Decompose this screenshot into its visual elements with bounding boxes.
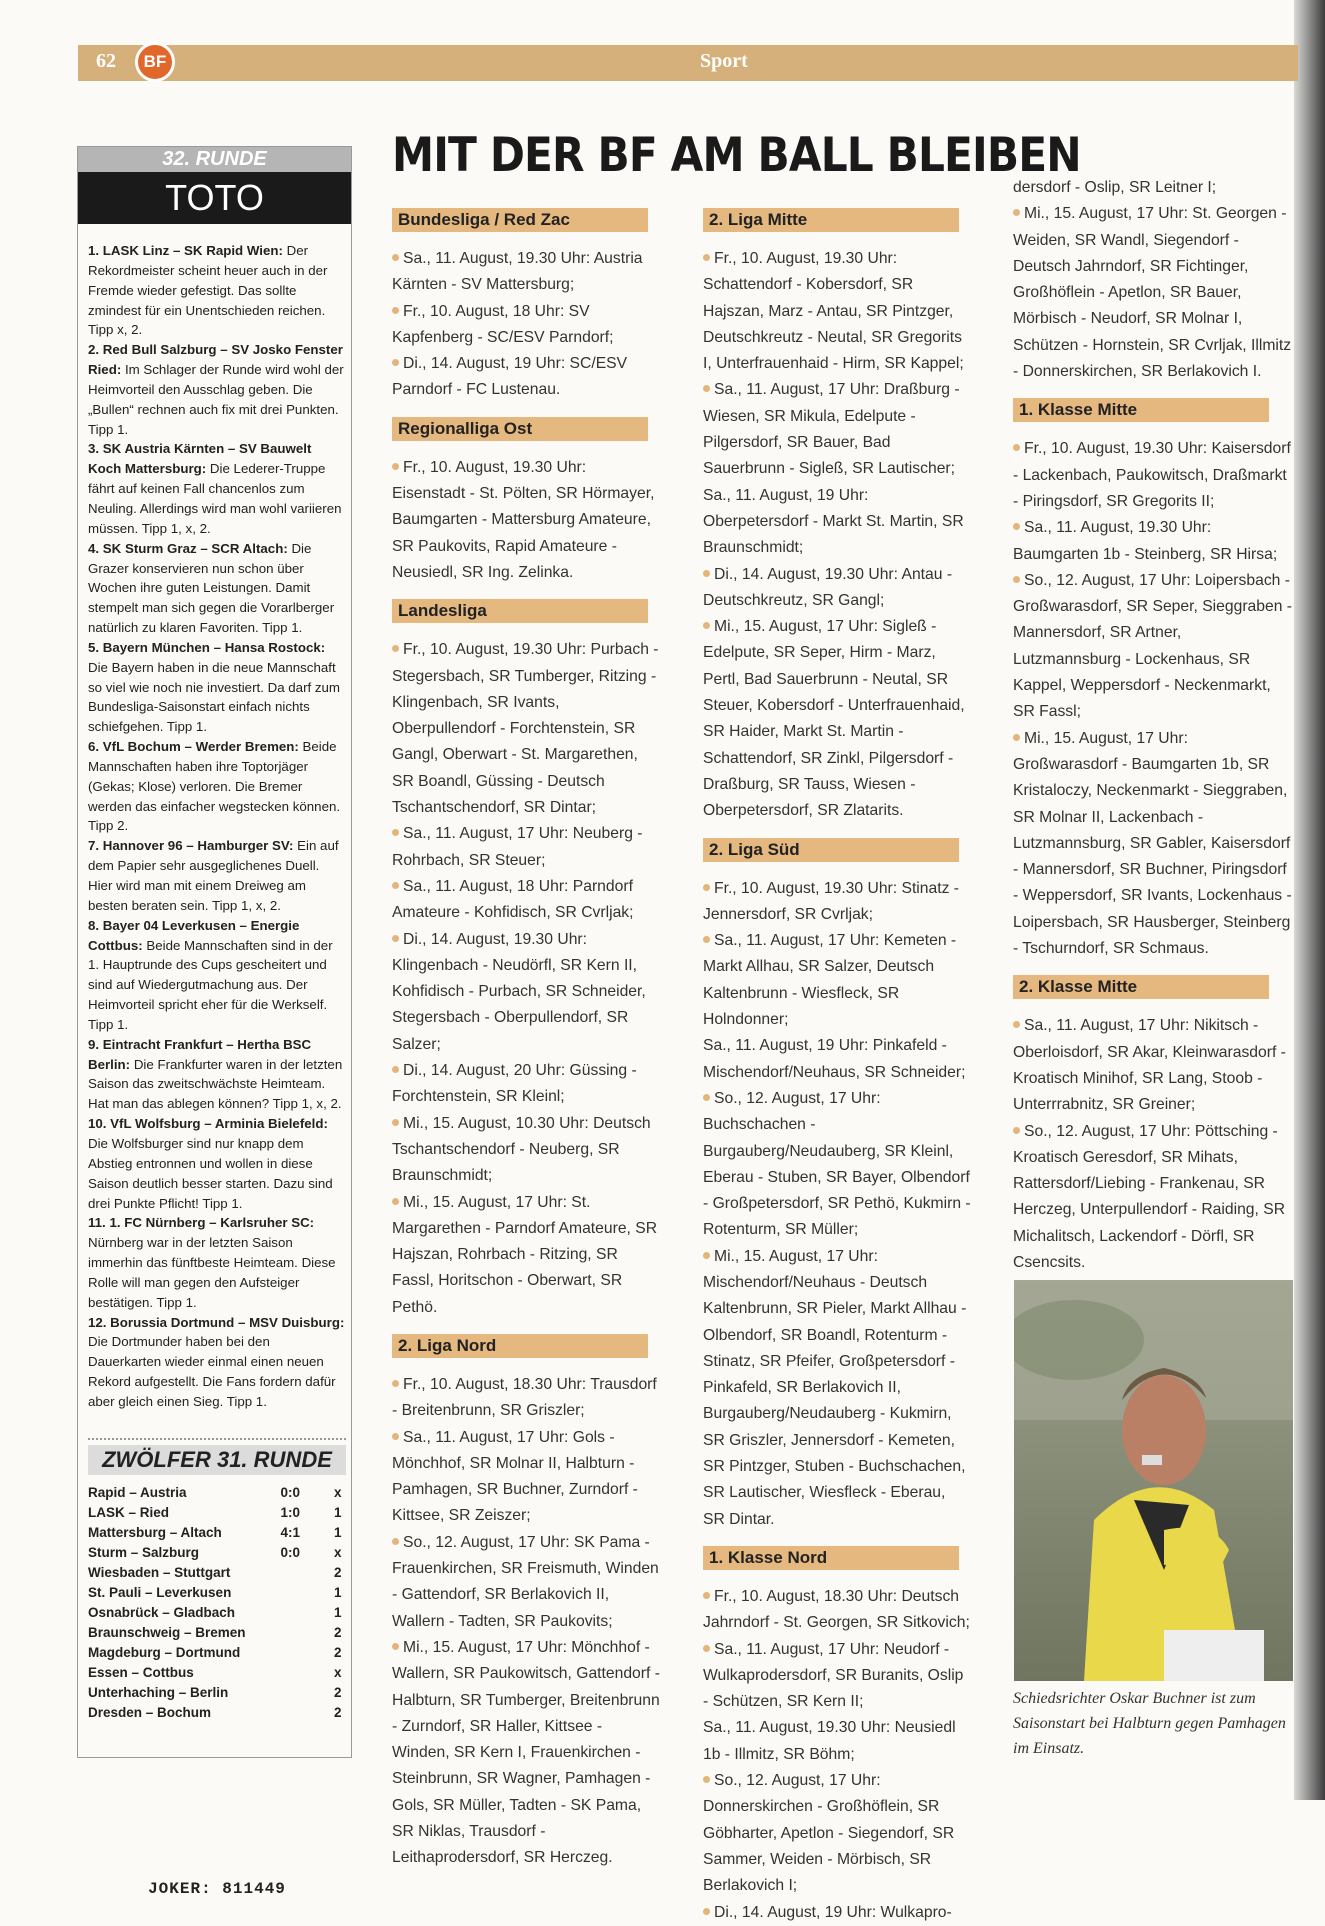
result-row [88,1543,346,1563]
toto-title: TOTO [78,172,351,224]
toto-match-heading: 2. Red Bull Salzburg – SV Josko Fenster Ried: [88,342,343,378]
toto-tip-text: Die Wolfsburger sind nur knapp dem Abstieg entronnen und wollen in diese Saison deutlich besser starten. Dazu sind drei Punkte Pflicht! Tipp 1. [88,1135,333,1211]
fixture-text: So., 12. August, 17 Uhr: SK Pama - Frauenkirchen, SR Freismuth, Winden - Gattendorf, SR Berlakovich II, Wallern - Tadten, SR Paukovits; [392,1533,659,1630]
result-tip: 1 [334,1525,342,1540]
toto-match-heading: 6. VfL Bochum – Werder Bremen: [88,739,299,755]
result-row [88,1683,346,1703]
result-score: 0:0 [280,1545,300,1560]
toto-tip-text: Die Grazer konservieren nun schon über Wochen ihre guten Leistungen. Damit stempelt man sich gegen die Vorarlberger natürlich zu klaren Favoriten. Tipp 1. [88,540,335,636]
result-match: Braunschweig – Bremen [88,1625,246,1640]
result-tip: x [334,1665,342,1680]
fixture-text: Mi., 15. August, 17 Uhr: Sigleß - Edelpute, SR Seper, Hirm - Marz, Pertl, Bad Sauerbrunn - Neutal, SR Steuer, Kobersdorf - Unterfrauenhaid, SR Haider, Markt St. Martin - Schattendorf, SR Zinkl, Pilgersdorf - Draßburg, SR Tauss, Wiesen - Oberpetersdorf, SR Zlatarits. [703,618,965,820]
fixture-text: Di., 14. August, 19.30 Uhr: Klingenbach - Neudörfl, SR Kern II, Kohfidisch - Purbach, SR Schneider, Stegersbach - Oberpullendorf, SR Salzer; [392,930,646,1053]
result-match: St. Pauli – Leverkusen [88,1585,232,1600]
toto-tip-text: Beide Mannschaften haben ihre Toptorjäger (Gekas; Klose) verloren. Die Bremer werden das einfacher wegstecken können. Tipp 2. [88,739,341,834]
fixture-entry [392,874,660,927]
league-heading: 1. Klasse Mitte [1013,398,1269,422]
bullet-icon [1013,576,1020,583]
league-heading: Regionalliga Ost [392,417,648,441]
fixture-text: Sa., 11. August, 18 Uhr: Parndorf Amateure - Kohfidisch, SR Cvrljak; [392,877,634,922]
fixture-text: Sa., 11. August, 19 Uhr: Pinkafeld - Mischendorf/Neuhaus, SR Schneider; [703,1037,966,1081]
fixture-text: So., 12. August, 17 Uhr: Loipersbach - Großwarasdorf, SR Seper, Sieggraben - Mannersdorf, SR Artner, Lutzmannsburg - Lockenhaus, SR Kappel, Weppersdorf - Neckenmarkt, SR Fassl; [1013,571,1293,721]
fixture-text: So., 12. August, 17 Uhr: Donnerskirchen - Großhöflein, SR Göbharter, Apetlon - Siegendorf, SR Sammer, Weiden - Mörbisch, SR Berlakovich I; [703,1772,955,1895]
fixture-text: Sa., 11. August, 19.30 Uhr: Neusiedl 1b - Illmitz, SR Böhm; [703,1719,956,1763]
result-row [88,1563,346,1583]
result-row [88,1703,346,1723]
result-match: Magdeburg – Dortmund [88,1645,241,1660]
fixture-entry [703,1768,971,1899]
bullet-icon [1013,209,1020,216]
toto-tip-item [88,539,346,638]
toto-match-heading: 3. SK Austria Kärnten – SV Bauwelt Koch Mattersburg: [88,441,312,477]
fixture-entry [392,637,660,821]
fixture-entry [392,1190,660,1321]
fixture-entry [703,377,971,482]
fixture-entry [392,246,660,299]
toto-tip-text: Nürnberg war in der letzten Saison immerhin das fünftbeste Heimteam. Diese Rolle will man gegen den Aufsteiger bestätigen. Tipp 1. [88,1235,336,1310]
result-match: Essen – Cottbus [88,1665,194,1680]
fixture-text: Mi., 15. August, 17 Uhr: St. Margarethen - Parndorf Amateure, SR Hajszan, Rohrbach - Ritzing, SR Fassl, Horitschon - Oberwart, SR Pethö. [392,1193,658,1316]
toto-tip-item [88,1213,346,1312]
photo-caption: Schiedsrichter Oskar Buchner ist zum Saisonstart bei Halbturn gegen Pamhagen im Einsatz. [1013,1690,1286,1757]
fixture-text: Fr., 10. August, 19.30 Uhr: Stinatz - Jennersdorf, SR Cvrljak; [703,879,960,923]
bullet-icon [392,1433,399,1440]
league-heading: 2. Liga Nord [392,1334,648,1358]
fixture-text: Sa., 11. August, 17 Uhr: Neudorf - Wulkaprodersdorf, SR Buranits, Oslip - Schützen, SR Kern II; [703,1640,964,1711]
fixture-text: Sa., 11. August, 17 Uhr: Gols - Mönchhof, SR Molnar II, Halbturn - Pamhagen, SR Buchner, Zurndorf - Kittsee, SR Zeiszer; [392,1428,638,1525]
fixture-entry [703,1244,971,1533]
fixture-text: Di., 14. August, 20 Uhr: Güssing - Forchtenstein, SR Kleinl; [392,1062,637,1106]
bullet-icon [703,1252,710,1259]
zwoelfer-results [88,1483,346,1723]
toto-tip-item [88,638,346,737]
league-heading: Bundesliga / Red Zac [392,208,648,232]
league-heading: 2. Liga Süd [703,838,959,862]
fixture-text: Di., 14. August, 19.30 Uhr: Antau - Deutschkreutz, SR Gangl; [703,565,953,609]
result-tip: 2 [334,1685,342,1700]
fixture-text: Fr., 10. August, 18.30 Uhr: Trausdorf - Breitenbrunn, SR Griszler; [392,1375,657,1420]
toto-tip-text: Die Lederer-Truppe fährt auf keinen Fall chancenlos zum Neuling. Allerdings wird man wohl variieren müssen. Tipp 1, x, 2. [88,461,342,536]
bullet-icon [703,1908,710,1915]
referee-photo-illustration [1014,1280,1293,1681]
fixture-entry [1013,1119,1293,1277]
fixture-text: Sa., 11. August, 17 Uhr: Neuberg - Rohrbach, SR Steuer; [392,825,643,869]
result-row [88,1523,346,1543]
bullet-icon [392,1066,399,1073]
result-match: Osnabrück – Gladbach [88,1605,236,1620]
fixture-entry [1013,726,1293,963]
result-match: Dresden – Bochum [88,1705,212,1720]
bullet-icon [392,882,399,889]
toto-tip-text: Ein auf dem Papier sehr ausgeglichenes Duell. Hier wird man mit einem Dreiweg am besten beraten sein. Tipp 1, x, 2. [88,838,339,913]
bullet-icon [1013,734,1020,741]
toto-match-heading: 4. SK Sturm Graz – SCR Altach: [88,540,288,556]
bullet-icon [392,1643,399,1650]
bullet-icon [392,307,399,314]
bullet-icon [703,884,710,891]
fixture-text: Mi., 15. August, 17 Uhr: Großwarasdorf - Baumgarten 1b, SR Kristaloczy, Neckenmarkt - Sieggraben, SR Molnar II, Lackenbach - Lutzmannsburg, SR Gabler, Kaisersdorf - Mannersdorf, SR Buchner, Piringsdorf - Weppersdorf, SR Ivants, Lockenhaus - Loipersbach, SR Hausberger, Steinberg - Tschurndorf, SR Schmaus. [1013,729,1292,958]
fixture-text: Fr., 10. August, 19.30 Uhr: Schattendorf - Kobersdorf, SR Hajszan, Marz - Antau, SR Pintzger, Deutschkreutz - Neutal, SR Gregorits I, Unterfrauenhaid - Hirm, SR Kappel; [703,250,964,373]
toto-runde: 32. RUNDE [78,147,351,172]
fixture-entry [392,351,660,404]
fixture-entry [392,1058,660,1111]
page-number: 62 [96,50,116,72]
fixture-text: Sa., 11. August, 17 Uhr: Nikitsch - Oberloisdorf, SR Akar, Kleinwarasdorf - Kroatisch Minihof, SR Lang, Stoob - Unterrrabnitz, SR Greiner; [1013,1017,1286,1114]
fixture-entry [703,246,971,377]
fixture-entry [703,614,971,824]
toto-box [77,146,352,1898]
toto-tip-item [88,1035,346,1114]
toto-tip-text: Im Schlager der Runde wird wohl der Heimvorteil den Ausschlag geben. Die „Bullen“ rechnen auch fix mit drei Punkten. Tipp 1. [88,362,344,437]
result-tip: 1 [334,1585,342,1600]
fixture-text: Mi., 15. August, 17 Uhr: St. Georgen - Weiden, SR Wandl, Siegendorf - Deutsch Jahrndorf, SR Fichtinger, Großhöflein - Apetlon, SR Bauer, Mörbisch - Neudorf, SR Molnar I, Schützen - Hornstein, SR Cvrljak, Illmitz - Donnerskirchen, SR Berlakovich I. [1013,205,1292,381]
fixture-entry [392,455,660,586]
fixture-column-3 [1013,175,1293,1276]
result-tip: 2 [334,1565,342,1580]
result-match: Sturm – Salzburg [88,1545,200,1560]
bullet-icon [1013,1021,1020,1028]
fixture-entry [1013,436,1293,515]
bullet-icon [392,1380,399,1387]
fixture-entry [392,299,660,352]
fixture-text: So., 12. August, 17 Uhr: Buchschachen - Burgauberg/Neudauberg, SR Kleinl, Eberau - Stuben, SR Bayer, Olbendorf - Großpetersdorf, SR Pethö, Kukmirn - Rotenturm, SR Müller; [703,1089,971,1239]
toto-tip-text: Der Rekordmeister scheint heuer auch in der Fremde wieder gefestigt. Das sollte zmindest für ein Unentschieden reichen. Tipp x, 2. [88,243,328,338]
bullet-icon [392,1119,399,1126]
toto-tip-item [88,1114,346,1213]
fixture-text: Fr., 10. August, 18.30 Uhr: Deutsch Jahrndorf - St. Georgen, SR Sitkovich; [703,1587,970,1632]
bf-logo: BF [135,42,175,82]
bullet-icon [392,829,399,836]
divider [88,1438,346,1440]
fixture-text: Mi., 15. August, 10.30 Uhr: Deutsch Tschantschendorf - Neuberg, SR Braunschmidt; [392,1114,651,1185]
result-match: LASK – Ried [88,1505,170,1520]
league-heading: 1. Klasse Nord [703,1546,959,1570]
toto-tip-item [88,737,346,836]
bullet-icon [703,1094,710,1101]
fixture-text: Sa., 11. August, 19 Uhr: Oberpetersdorf - Markt St. Martin, SR Braunschmidt; [703,486,964,557]
bullet-icon [392,359,399,366]
result-row [88,1583,346,1603]
bullet-icon [392,463,399,470]
toto-tip-list [88,241,346,1412]
fixture-text: Di., 14. August, 19 Uhr: Wulkapro- [714,1903,952,1921]
fixture-column-2 [703,195,971,1926]
fixture-entry [703,1033,971,1086]
fixture-text: Di., 14. August, 19 Uhr: SC/ESV Parndorf - FC Lustenau. [392,355,628,399]
bullet-icon [392,254,399,261]
fixture-text: Sa., 11. August, 19.30 Uhr: Baumgarten 1b - Steinberg, SR Hirsa; [1013,519,1278,563]
fixture-text: Mi., 15. August, 17 Uhr: Mischendorf/Neuhaus - Deutsch Kaltenbrunn, SR Pieler, Markt Allhau - Olbendorf, SR Boandl, Rotenturm - Stinatz, SR Pfeifer, Großpetersdorf - Pinkafeld, SR Berlakovich II, Burgauberg/Neudauberg - Kukmirn, SR Griszler, Jennersdorf - Kemeten, SR Pintzger, Stuben - Buchschachen, SR Lautischer, Wiesfleck - Eberau, SR Dintar. [703,1247,967,1528]
result-score: 4:1 [280,1525,300,1540]
fixture-text: Sa., 11. August, 17 Uhr: Kemeten - Markt Allhau, SR Salzer, Deutsch Kaltenbrunn - Wiesfleck, SR Holndonner; [703,932,957,1029]
bullet-icon [1013,444,1020,451]
result-tip: 2 [334,1705,342,1720]
toto-tip-text: Beide Mannschaften sind in der 1. Hauptrunde des Cups gescheitert und sind auf Wiedergutmachung aus. Der Heimvorteil spricht eher für die Werkself. Tipp 1. [88,937,333,1032]
fixture-entry [392,1425,660,1530]
toto-match-heading: 11. 1. FC Nürnberg – Karlsruher SC: [88,1215,315,1231]
bullet-icon [703,1645,710,1652]
fixture-text: Fr., 10. August, 18 Uhr: SV Kapfenberg - SC/ESV Parndorf; [392,302,614,346]
bullet-icon [703,1592,710,1599]
zwoelfer-title: ZWÖLFER 31. RUNDE [88,1445,346,1475]
fixture-entry [703,1086,971,1244]
fixture-text: Mi., 15. August, 17 Uhr: Mönchhof - Wallern, SR Paukowitsch, Gattendorf - Halbturn, SR Tumberger, Breitenbrunn - Zurndorf, SR Haller, Kittsee - Winden, SR Kern I, Frauenkirchen - Steinbrunn, SR Wagner, Pamhagen - Gols, SR Müller, Tadten - SK Pama, SR Niklas, Trausdorf - Leithaprodersdorf, SR Herczeg. [392,1638,660,1867]
result-row [88,1623,346,1643]
result-tip: 2 [334,1645,342,1660]
bullet-icon [392,645,399,652]
fixture-text: Fr., 10. August, 19.30 Uhr: Eisenstadt - St. Pölten, SR Hörmayer, Baumgarten - Mattersburg Amateure, SR Paukovits, Rapid Amateure - Neusiedl, SR Ing. Zelinka. [392,458,655,581]
fixture-entry [1013,515,1293,568]
result-match: Rapid – Austria [88,1485,187,1500]
bullet-icon [1013,523,1020,530]
bullet-icon [392,1538,399,1545]
toto-tip-item [88,439,346,538]
result-tip: 2 [334,1625,342,1640]
fixture-entry [703,1715,971,1768]
bullet-icon [703,936,710,943]
fixture-entry [703,1900,971,1926]
toto-match-heading: 5. Bayern München – Hansa Rostock: [88,639,326,655]
league-heading: 2. Klasse Mitte [1013,975,1269,999]
header-bar [78,45,1298,81]
fixture-entry [392,1635,660,1872]
fixture-entry [1013,175,1293,201]
result-tip: 1 [334,1505,342,1520]
fixture-entry [392,1111,660,1190]
bullet-icon [703,385,710,392]
bullet-icon [703,622,710,629]
bullet-icon [703,1776,710,1783]
fixture-text: Fr., 10. August, 19.30 Uhr: Purbach - Stegersbach, SR Tumberger, Ritzing - Klingenbach, SR Ivants, Oberpullendorf - Forchtenstein, SR Gangl, Oberwart - St. Margarethen, SR Boandl, Güssing - Deutsch Tschantschendorf, SR Dintar; [392,641,659,817]
fixture-entry [1013,1013,1293,1118]
fixture-text: Sa., 11. August, 17 Uhr: Draßburg - Wiesen, SR Mikula, Edelpute - Pilgersdorf, SR Bauer, Bad Sauerbrunn - Sigleß, SR Lautischer; [703,381,960,478]
result-row [88,1663,346,1683]
result-tip: 1 [334,1605,342,1620]
toto-tip-text: Die Frankfurter waren in der letzten Saison das zweitschwächste Heimteam. Hat man das ablegen können? Tipp 1, x, 2. [88,1056,343,1112]
fixture-entry [703,483,971,562]
fixture-entry [392,927,660,1058]
article-headline: MIT DER BF AM BALL BLEIBEN [392,128,1081,183]
toto-match-heading: 7. Hannover 96 – Hamburger SV: [88,838,294,854]
result-match: Wiesbaden – Stuttgart [88,1565,231,1580]
fixture-entry [703,876,971,929]
fixture-entry [703,1637,971,1716]
toto-tip-text: Die Bayern haben in die neue Mannschaft so viel wie noch nie investiert. Da darf zum Bundesliga-Saisonstart einfach nichts schiefgehen. Tipp 1. [88,659,341,735]
result-score: 1:0 [280,1505,300,1520]
section-title: Sport [700,50,748,72]
fixture-text: Fr., 10. August, 19.30 Uhr: Kaisersdorf - Lackenbach, Paukowitsch, Draßmarkt - Piringsdorf, SR Gregorits II; [1013,440,1291,510]
bullet-icon [1013,1127,1020,1134]
fixture-column-1 [392,195,660,1872]
fixture-entry [392,1530,660,1635]
result-match: Mattersburg – Altach [88,1525,222,1540]
bullet-icon [703,254,710,261]
toto-tip-item [88,836,346,915]
fixture-entry [392,1372,660,1425]
result-row [88,1603,346,1623]
result-row [88,1643,346,1663]
result-match: Unterhaching – Berlin [88,1685,229,1700]
toto-match-heading: 12. Borussia Dortmund – MSV Duisburg: [88,1314,345,1330]
referee-photo [1014,1280,1293,1681]
toto-tip-text: Die Dortmunder haben bei den Dauerkarten wieder einmal einen neuen Rekord aufgestellt. Die Fans fordern dafür aber gleich einen Sieg. Tipp 1. [88,1334,336,1409]
toto-tip-item [88,340,346,439]
toto-match-heading: 8. Bayer 04 Leverkusen – Energie Cottbus: [88,917,300,953]
toto-tip-item [88,241,346,340]
bullet-icon [392,935,399,942]
result-row [88,1483,346,1503]
result-score: 0:0 [280,1485,300,1500]
fixture-entry [703,928,971,1033]
fixture-entry [392,821,660,874]
fixture-entry [703,562,971,615]
bullet-icon [392,1198,399,1205]
result-row [88,1503,346,1523]
fixture-entry [1013,201,1293,385]
fixture-entry [1013,568,1293,726]
result-tip: x [334,1485,342,1500]
fixture-text: dersdorf - Oslip, SR Leitner I; [1013,179,1217,196]
page-edge-shadow [1294,0,1325,1800]
fixture-entry [703,1584,971,1637]
result-tip: x [334,1545,342,1560]
toto-match-heading: 10. VfL Wolfsburg – Arminia Bielefeld: [88,1116,328,1132]
joker-number: JOKER: 811449 [148,1880,286,1898]
fixture-text: Sa., 11. August, 19.30 Uhr: Austria Kärnten - SV Mattersburg; [392,250,643,294]
toto-tip-item [88,1313,346,1412]
league-heading: Landesliga [392,599,648,623]
toto-tip-item [88,916,346,1035]
league-heading: 2. Liga Mitte [703,208,959,232]
fixture-text: So., 12. August, 17 Uhr: Pöttsching - Kroatisch Geresdorf, SR Mihats, Rattersdorf/Liebing - Frankenau, SR Herczeg, Unterpullendorf - Raiding, SR Michalitsch, Lackendorf - Dörfl, SR Csencsits. [1013,1122,1286,1271]
bullet-icon [703,570,710,577]
toto-match-heading: 9. Eintracht Frankfurt – Hertha BSC Berlin: [88,1036,312,1072]
toto-match-heading: 1. LASK Linz – SK Rapid Wien: [88,243,283,258]
